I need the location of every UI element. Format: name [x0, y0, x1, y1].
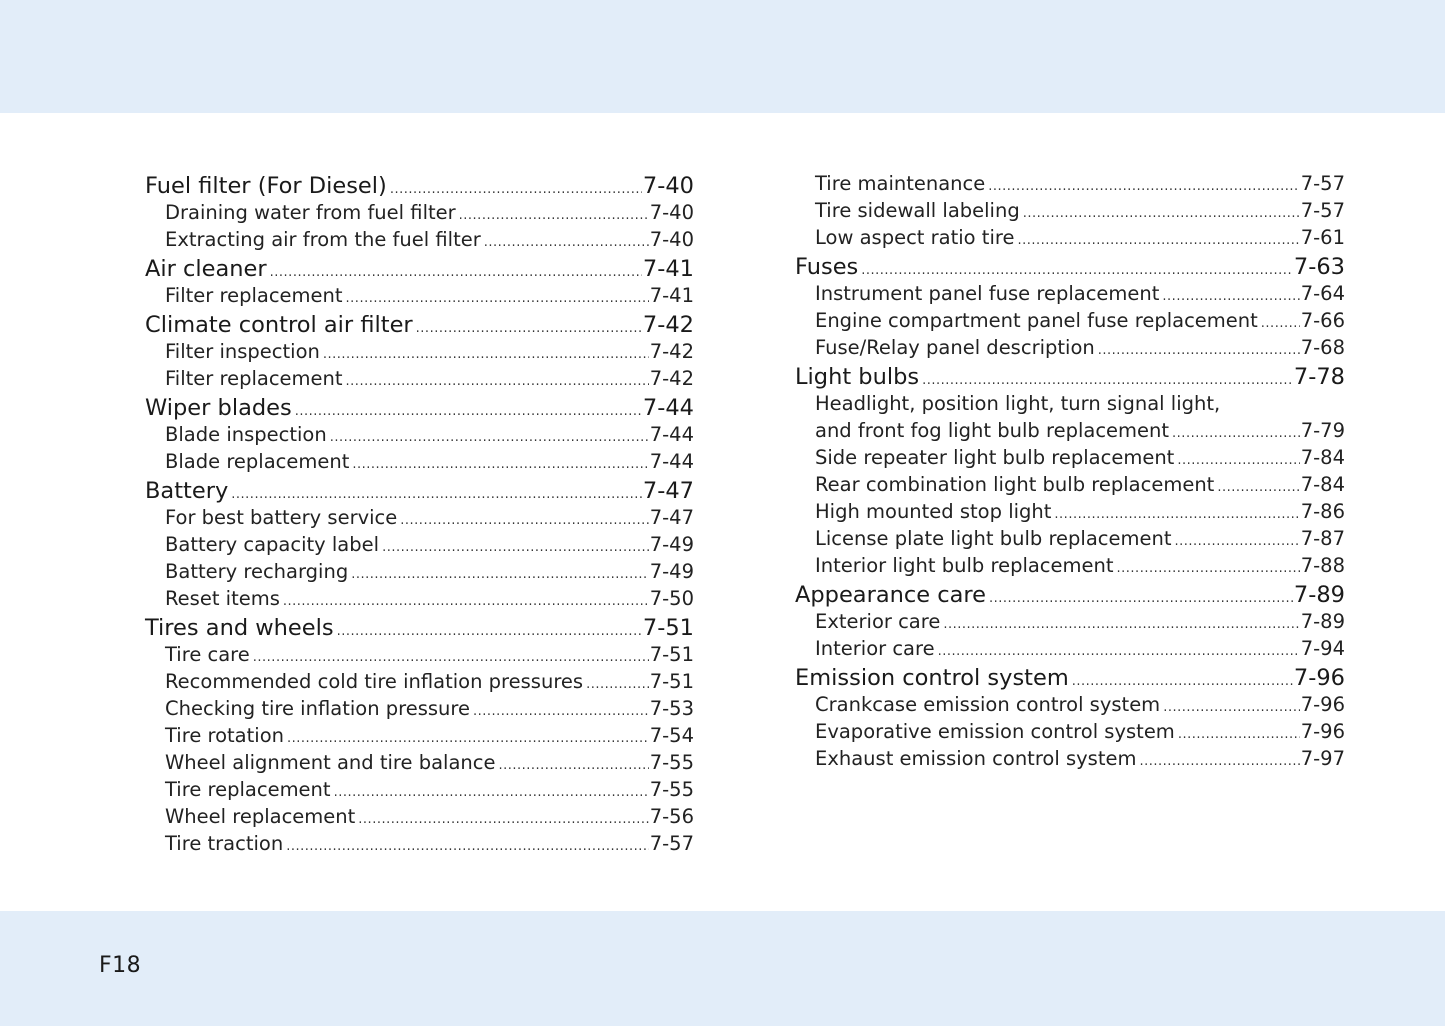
entry-page-number: 7-53: [649, 697, 694, 720]
dot-leader: [1175, 534, 1300, 549]
toc-subsection-entry[interactable]: [795, 446, 1345, 473]
entry-label: High mounted stop light: [815, 500, 1052, 523]
dot-leader: [382, 540, 649, 555]
toc-section-entry[interactable]: [145, 255, 694, 284]
dot-leader: [922, 373, 1293, 388]
entry-page-number: 7-56: [649, 805, 694, 828]
toc-subsection-entry[interactable]: [795, 500, 1345, 527]
entry-page-number: 7-57: [649, 832, 694, 855]
entry-label: Wheel replacement: [165, 805, 356, 828]
entry-label: Wiper blades: [145, 395, 292, 421]
entry-page-number: 7-47: [649, 506, 694, 529]
dot-leader: [352, 457, 648, 472]
entry-page-number: 7-86: [1300, 500, 1345, 523]
toc-right-column: [795, 172, 1345, 774]
toc-section-entry[interactable]: [145, 394, 694, 423]
dot-leader: [459, 208, 649, 223]
dot-leader: [1017, 233, 1299, 248]
entry-label: Interior light bulb replacement: [815, 554, 1114, 577]
entry-page-number: 7-40: [642, 173, 694, 199]
entry-label: Blade inspection: [165, 423, 327, 446]
entry-page-number: 7-54: [649, 724, 694, 747]
toc-subsection-entry[interactable]: [795, 747, 1345, 774]
entry-label: Recommended cold tire inflation pressures: [165, 670, 584, 693]
entry-page-number: 7-51: [642, 615, 694, 641]
entry-label: Fuses: [795, 254, 859, 280]
entry-page-number: 7-78: [1293, 364, 1345, 390]
toc-subsection-entry[interactable]: [795, 309, 1345, 336]
entry-label: Light bulbs: [795, 364, 920, 390]
dot-leader: [484, 235, 649, 250]
toc-subsection-entry[interactable]: [145, 724, 694, 751]
toc-subsection-entry[interactable]: [145, 643, 694, 670]
entry-label: Tire rotation: [165, 724, 284, 747]
toc-subsection-entry[interactable]: [795, 336, 1345, 363]
toc-subsection-entry[interactable]: [795, 610, 1345, 637]
entry-page-number: 7-44: [649, 450, 694, 473]
entry-label: Rear combination light bulb replacement: [815, 473, 1215, 496]
page-number: F18: [99, 953, 142, 978]
dot-leader: [346, 291, 649, 306]
toc-subsection-entry[interactable]: [145, 533, 694, 560]
entry-page-number: 7-61: [1300, 226, 1345, 249]
toc-subsection-entry[interactable]: [145, 284, 694, 311]
entry-page-number: 7-94: [1300, 637, 1345, 660]
toc-subsection-entry[interactable]: [145, 832, 694, 859]
toc-subsection-entry[interactable]: [795, 172, 1345, 199]
dot-leader: [943, 617, 1299, 632]
dot-leader: [334, 785, 649, 800]
toc-subsection-entry[interactable]: [795, 527, 1345, 554]
dot-leader: [253, 650, 649, 665]
toc-subsection-entry[interactable]: [795, 554, 1345, 581]
dot-leader: [1098, 343, 1300, 358]
entry-page-number: 7-66: [1300, 309, 1345, 332]
entry-page-number: 7-50: [649, 587, 694, 610]
entry-page-number: 7-44: [642, 395, 694, 421]
entry-page-number: 7-42: [642, 312, 694, 338]
header-band: [0, 0, 1445, 113]
entry-page-number: 7-47: [642, 478, 694, 504]
toc-section-entry[interactable]: [145, 477, 694, 506]
toc-subsection-entry[interactable]: [795, 226, 1345, 253]
entry-page-number: 7-89: [1300, 610, 1345, 633]
dot-leader: [286, 839, 649, 854]
entry-label: Crankcase emission control system: [815, 693, 1161, 716]
entry-page-number: 7-49: [649, 560, 694, 583]
toc-subsection-entry[interactable]: [145, 751, 694, 778]
toc-subsection-entry[interactable]: [795, 199, 1345, 226]
toc-subsection-entry[interactable]: [795, 720, 1345, 747]
entry-label: Exterior care: [815, 610, 941, 633]
toc-subsection-entry[interactable]: [795, 392, 1345, 419]
entry-page-number: 7-96: [1293, 665, 1345, 691]
dot-leader: [989, 591, 1293, 606]
dot-leader: [390, 182, 642, 197]
toc-subsection-entry[interactable]: [795, 282, 1345, 309]
toc-section-entry[interactable]: [795, 664, 1345, 693]
toc-section-entry[interactable]: [145, 311, 694, 340]
toc-subsection-entry[interactable]: [145, 560, 694, 587]
dot-leader: [1072, 674, 1293, 689]
entry-page-number: 7-64: [1300, 282, 1345, 305]
dot-leader: [1139, 754, 1299, 769]
toc-subsection-entry[interactable]: [795, 473, 1345, 500]
entry-label: Fuel filter (For Diesel): [145, 173, 387, 199]
entry-page-number: 7-84: [1300, 473, 1345, 496]
dot-leader: [270, 265, 642, 280]
entry-label: Tire sidewall labeling: [815, 199, 1020, 222]
entry-page-number: 7-63: [1293, 254, 1345, 280]
dot-leader: [988, 179, 1299, 194]
toc-section-entry[interactable]: [795, 253, 1345, 282]
dot-leader: [498, 758, 648, 773]
entry-label: Tire maintenance: [815, 172, 986, 195]
entry-page-number: 7-89: [1293, 582, 1345, 608]
toc-subsection-entry[interactable]: [145, 670, 694, 697]
dot-leader: [1054, 507, 1299, 522]
entry-page-number: 7-44: [649, 423, 694, 446]
dot-leader: [295, 404, 642, 419]
entry-page-number: 7-40: [649, 228, 694, 251]
dot-leader: [337, 624, 642, 639]
toc-subsection-entry[interactable]: [795, 419, 1345, 446]
entry-label: Low aspect ratio tire: [815, 226, 1015, 249]
entry-label: Instrument panel fuse replacement: [815, 282, 1160, 305]
entry-page-number: 7-49: [649, 533, 694, 556]
entry-label: Interior care: [815, 637, 935, 660]
entry-label: Headlight, position light, turn signal light,: [815, 392, 1221, 415]
toc-section-entry[interactable]: [795, 581, 1345, 610]
entry-label: and front fog light bulb replacement: [815, 419, 1170, 442]
entry-label: Battery: [145, 478, 229, 504]
dot-leader: [1178, 727, 1300, 742]
dot-leader: [323, 347, 649, 362]
entry-page-number: 7-79: [1300, 419, 1345, 442]
entry-label: Climate control air filter: [145, 312, 413, 338]
toc-subsection-entry[interactable]: [145, 367, 694, 394]
entry-page-number: 7-57: [1300, 199, 1345, 222]
footer-band: [0, 911, 1445, 1026]
dot-leader: [1162, 289, 1299, 304]
entry-label: Air cleaner: [145, 256, 267, 282]
dot-leader: [1217, 480, 1299, 495]
dot-leader: [1177, 453, 1299, 468]
toc-section-entry[interactable]: [145, 614, 694, 643]
entry-label: Engine compartment panel fuse replacement: [815, 309, 1258, 332]
dot-leader: [1261, 316, 1300, 331]
entry-label: Checking tire inflation pressure: [165, 697, 470, 720]
entry-page-number: 7-41: [642, 256, 694, 282]
entry-page-number: 7-68: [1300, 336, 1345, 359]
toc-subsection-entry[interactable]: [145, 340, 694, 367]
entry-page-number: 7-97: [1300, 747, 1345, 770]
toc-section-entry[interactable]: [145, 172, 694, 201]
entry-page-number: 7-41: [649, 284, 694, 307]
entry-label: Blade replacement: [165, 450, 350, 473]
dot-leader: [231, 487, 642, 502]
entry-label: Wheel alignment and tire balance: [165, 751, 496, 774]
entry-label: Filter replacement: [165, 367, 343, 390]
entry-label: Filter replacement: [165, 284, 343, 307]
entry-label: Battery recharging: [165, 560, 349, 583]
dot-leader: [473, 704, 649, 719]
toc-subsection-entry[interactable]: [145, 201, 694, 228]
dot-leader: [1023, 206, 1300, 221]
entry-label: Filter inspection: [165, 340, 320, 363]
entry-page-number: 7-42: [649, 367, 694, 390]
entry-label: Exhaust emission control system: [815, 747, 1137, 770]
toc-subsection-entry[interactable]: [145, 587, 694, 614]
toc-subsection-entry[interactable]: [795, 693, 1345, 720]
toc-subsection-entry[interactable]: [145, 506, 694, 533]
dot-leader: [346, 374, 649, 389]
dot-leader: [416, 321, 642, 336]
entry-label: Side repeater light bulb replacement: [815, 446, 1175, 469]
entry-label: Evaporative emission control system: [815, 720, 1175, 743]
entry-label: For best battery service: [165, 506, 398, 529]
entry-label: Draining water from fuel filter: [165, 201, 456, 224]
entry-label: Tire replacement: [165, 778, 331, 801]
entry-page-number: 7-87: [1300, 527, 1345, 550]
entry-page-number: 7-55: [649, 778, 694, 801]
toc-left-column: [145, 172, 694, 859]
toc-subsection-entry[interactable]: [145, 423, 694, 450]
dot-leader: [287, 731, 649, 746]
dot-leader: [861, 263, 1293, 278]
dot-leader: [358, 812, 648, 827]
entry-label: Fuse/Relay panel description: [815, 336, 1095, 359]
entry-label: Emission control system: [795, 665, 1069, 691]
toc-subsection-entry[interactable]: [145, 450, 694, 477]
dot-leader: [330, 430, 649, 445]
entry-page-number: 7-96: [1300, 693, 1345, 716]
entry-page-number: 7-84: [1300, 446, 1345, 469]
dot-leader: [1117, 561, 1300, 576]
entry-label: Tire care: [165, 643, 250, 666]
entry-page-number: 7-55: [649, 751, 694, 774]
dot-leader: [1163, 700, 1300, 715]
entry-page-number: 7-51: [649, 643, 694, 666]
dot-leader: [351, 567, 649, 582]
toc-subsection-entry[interactable]: [795, 637, 1345, 664]
entry-label: Battery capacity label: [165, 533, 380, 556]
toc-section-entry[interactable]: [795, 363, 1345, 392]
entry-page-number: 7-88: [1300, 554, 1345, 577]
entry-label: Reset items: [165, 587, 280, 610]
dot-leader: [938, 644, 1300, 659]
entry-label: Appearance care: [795, 582, 987, 608]
toc-subsection-entry[interactable]: [145, 697, 694, 724]
toc-subsection-entry[interactable]: [145, 805, 694, 832]
entry-page-number: 7-57: [1300, 172, 1345, 195]
dot-leader: [1172, 426, 1300, 441]
dot-leader: [283, 594, 649, 609]
entry-label: Tires and wheels: [145, 615, 334, 641]
toc-subsection-entry[interactable]: [145, 778, 694, 805]
entry-label: Extracting air from the fuel filter: [165, 228, 481, 251]
entry-page-number: 7-96: [1300, 720, 1345, 743]
entry-page-number: 7-51: [649, 670, 694, 693]
entry-label: License plate light bulb replacement: [815, 527, 1172, 550]
dot-leader: [400, 513, 648, 528]
entry-label: Tire traction: [165, 832, 284, 855]
entry-page-number: 7-40: [649, 201, 694, 224]
toc-subsection-entry[interactable]: [145, 228, 694, 255]
entry-page-number: 7-42: [649, 340, 694, 363]
dot-leader: [586, 677, 649, 692]
